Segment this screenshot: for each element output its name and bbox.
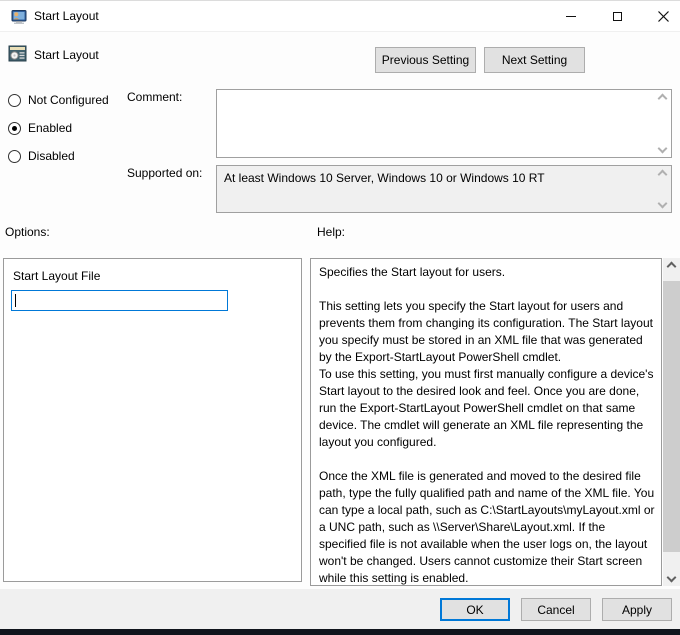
options-label: Options: [5,225,50,239]
close-button[interactable] [640,1,680,32]
radio-label: Disabled [28,149,75,163]
scroll-up-icon[interactable] [657,94,667,104]
scroll-up-icon[interactable] [657,170,667,180]
supported-on-box [216,165,672,213]
scroll-up-button[interactable] [663,258,680,275]
maximize-button[interactable] [594,1,640,32]
supported-on-value: At least Windows 10 Server, Windows 10 or Windows 10 RT [224,171,545,185]
minimize-icon [566,16,576,17]
ok-button[interactable]: OK [440,598,510,621]
next-setting-button[interactable]: Next Setting [484,47,585,73]
radio-icon [8,150,21,163]
help-paragraph: This setting lets you specify the Start layout for users and prevents them from changing its configuration. The Start layout you specify must be stored in an XML file that was generated by the Export-StartLayout PowerShell cmdlet. [319,299,653,364]
help-paragraph: Once the XML file is generated and moved to the desired file path, type the fully qualified path and name of the XML file. You can type a local path, such as C:\StartLayouts\myLayout.xml or a UNC path, such as \\Server\Share\Layout.xml. If the specified file is not available when the user logs on, the layout won't be changed. Users cannot customize their Start screen while this setting is enabled. [319,469,655,585]
radio-not-configured[interactable] [8,93,109,107]
scroll-down-icon[interactable] [657,199,667,209]
help-scrollbar[interactable] [663,258,680,586]
comment-label: Comment: [127,90,183,104]
comment-textarea[interactable] [216,89,672,158]
radio-label: Enabled [28,121,73,135]
policy-name: Start Layout [34,48,99,62]
group-policy-app-icon [10,8,28,26]
radio-icon-checked [8,122,21,135]
supported-on-label: Supported on: [127,166,203,180]
start-layout-file-input[interactable] [11,290,228,311]
help-text-panel[interactable] [310,258,662,586]
close-icon [658,11,669,22]
footer-bar [0,589,680,629]
apply-button[interactable]: Apply [602,598,672,621]
options-panel [3,258,302,582]
policy-setting-icon [8,44,27,63]
scrollbar-thumb[interactable] [663,281,680,552]
scroll-down-button[interactable] [663,569,680,586]
help-paragraph: To use this setting, you must first manually configure a device's Start layout to the desired look and feel. Once you are done, run the Export-StartLayout PowerShell cmdlet on that same device. The cmdlet will generate an XML file representing the layout you configured. [319,367,654,449]
supported-scrollbar[interactable] [654,167,670,211]
radio-label: Not Configured [28,93,109,107]
scroll-down-icon [667,573,677,583]
titlebar[interactable] [0,1,680,32]
text-caret [15,294,16,307]
screen-edge-strip [0,629,680,635]
radio-icon [8,94,21,107]
window-title: Start Layout [34,9,99,23]
maximize-icon [613,12,622,21]
help-paragraph: Specifies the Start layout for users. [319,265,506,279]
minimize-button[interactable] [548,1,594,32]
radio-disabled[interactable] [8,149,75,163]
comment-scrollbar[interactable] [654,91,670,156]
scroll-down-icon[interactable] [657,144,667,154]
cancel-button[interactable]: Cancel [521,598,591,621]
scroll-up-icon [667,262,677,272]
start-layout-file-label: Start Layout File [13,269,101,283]
help-label: Help: [317,225,346,239]
radio-enabled[interactable] [8,121,72,135]
previous-setting-button[interactable]: Previous Setting [375,47,476,73]
